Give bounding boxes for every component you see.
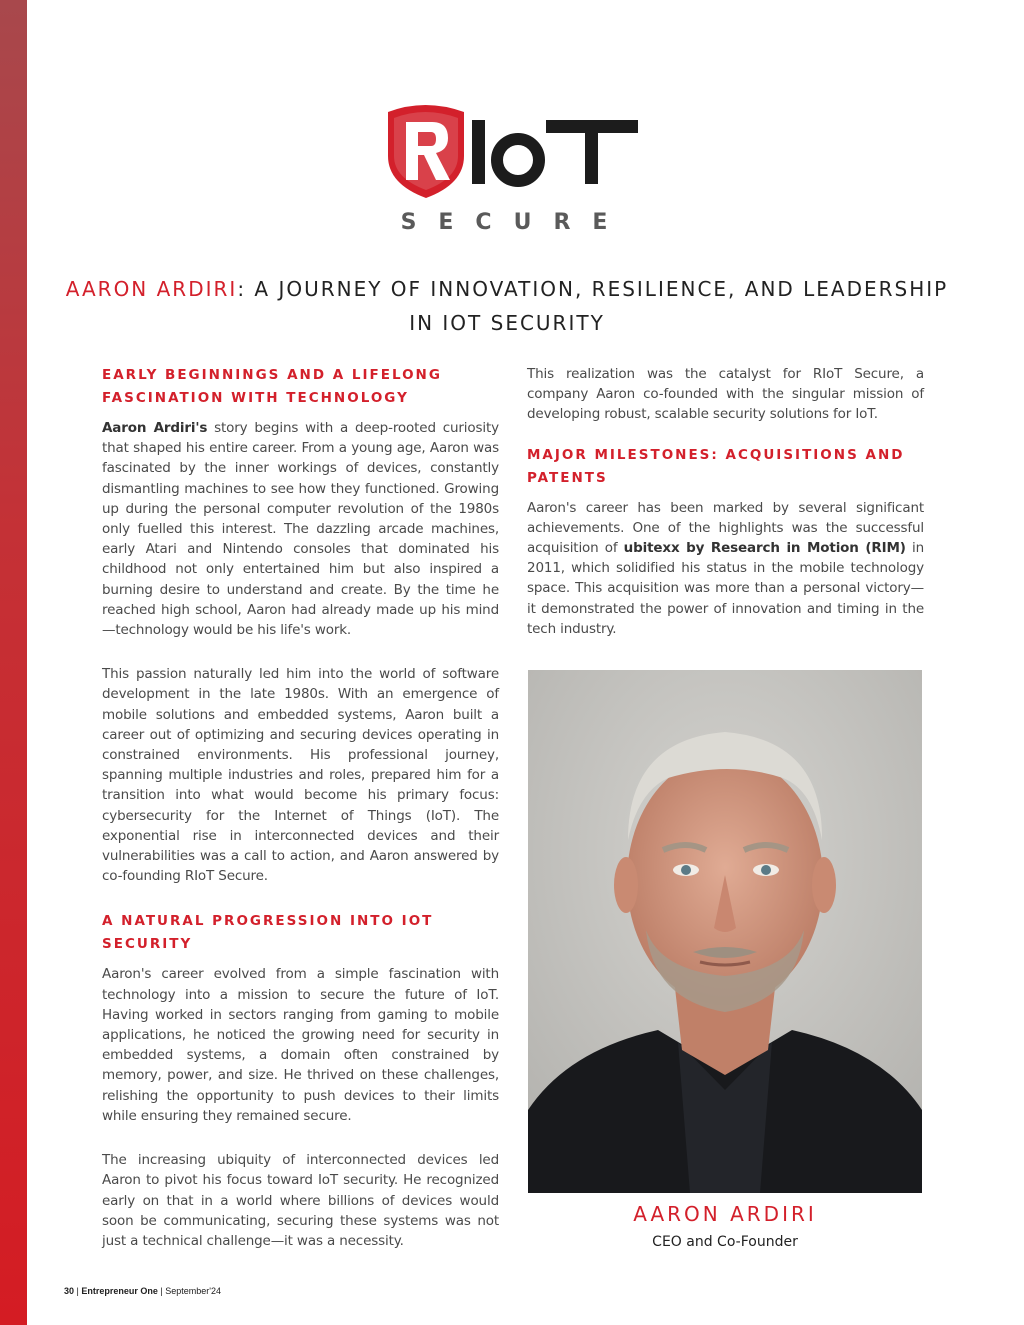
paragraph-milestones: Aaron's career has been marked by several significant achievements. One of the highlights was the successful acquisition of ubitexx by Research in Motion (RIM) in 2011, which solidified his status in the mobile technology space. This acquisition was more than a personal victory—it demonstrated the power of innovation and timing in the tech industry. xyxy=(527,499,924,637)
riot-secure-logo xyxy=(380,98,650,238)
paragraph-software-passion: This passion naturally led him into the world of software development in the late 1980s. With an emergence of mobile solutions and embedded systems, Aaron built a career out of optimizing and securing devices operating in constrained environments. His professional journey, spanning multiple industries and roles, prepared him for a transition into what would become his primary focus: cybersecurity for the Internet of Things (IoT). The exponential rise in interconnected devices and their vulnerabilities was a call to action, and Aaron answered by co-founding RIoT Secure. xyxy=(102,666,499,885)
page-footer: 30 | Entrepreneur One | September'24 xyxy=(64,1286,221,1296)
section-heading-early-beginnings: EARLY BEGINNINGS AND A LIFELONG FASCINATION WITH TECHNOLOGY xyxy=(102,367,442,406)
svg-text:SECURE: SECURE xyxy=(400,210,630,235)
side-accent-bar xyxy=(0,0,27,1325)
left-column xyxy=(102,364,499,1251)
portrait-photo xyxy=(528,670,922,1193)
paragraph-realization: This realization was the catalyst for RIoT Secure, a company Aaron co-founded with the singular mission of developing robust, scalable security solutions for IoT. xyxy=(527,366,924,423)
bold-name: Aaron Ardiri's xyxy=(102,420,208,436)
article-title xyxy=(60,272,954,340)
caption-name: AARON ARDIRI xyxy=(633,1202,817,1226)
title-name: AARON ARDIRI xyxy=(65,277,238,301)
section-heading-major-milestones: MAJOR MILESTONES: ACQUISITIONS AND PATENTS xyxy=(527,446,905,486)
issue-date: September'24 xyxy=(165,1286,221,1296)
title-rest: : A JOURNEY OF INNOVATION, RESILIENCE, AND LEADERSHIP IN IOT SECURITY xyxy=(237,277,949,335)
bold-acquisition: ubitexx by Research in Motion (RIM) xyxy=(623,540,906,557)
paragraph-early-beginnings: Aaron Ardiri's story begins with a deep-rooted curiosity that shaped his entire career. From a young age, Aaron was fascinated by the inner workings of devices, constantly dismantling machines to see how they functioned. Growing up during the personal computer revolution of the 1980s only fuelled this interest. The dazzling arcade machines, early Atari and Nintendo consoles that dominated his childhood not only entertained him but also inspired a burning desire to understand and create. By the time he reached high school, Aaron had already made up his mind—technology would be his life's work. xyxy=(102,420,499,639)
caption-role: CEO and Co-Founder xyxy=(652,1234,798,1250)
publication-name: Entrepreneur One xyxy=(81,1286,158,1296)
section-heading-natural-progression: A NATURAL PROGRESSION INTO IOT SECURITY xyxy=(102,913,434,953)
right-column xyxy=(527,364,924,639)
paragraph-career-evolved: Aaron's career evolved from a simple fascination with technology into a mission to secure the future of IoT. Having worked in sectors ranging from gaming to mobile applications, he noticed the growing need for security in embedded systems, a domain often constrained by memory, power, and size. He thrived on these challenges, relishing the opportunity to push devices to their limits while ensuring they remained secure. xyxy=(102,966,499,1124)
page-number: 30 xyxy=(64,1286,75,1296)
paragraph-iot-pivot: The increasing ubiquity of interconnected devices led Aaron to pivot his focus toward IoT security. He recognized early on that in a world where billions of devices would soon be communicating, securing these systems was not just a technical challenge—it was a necessity. xyxy=(102,1152,499,1249)
